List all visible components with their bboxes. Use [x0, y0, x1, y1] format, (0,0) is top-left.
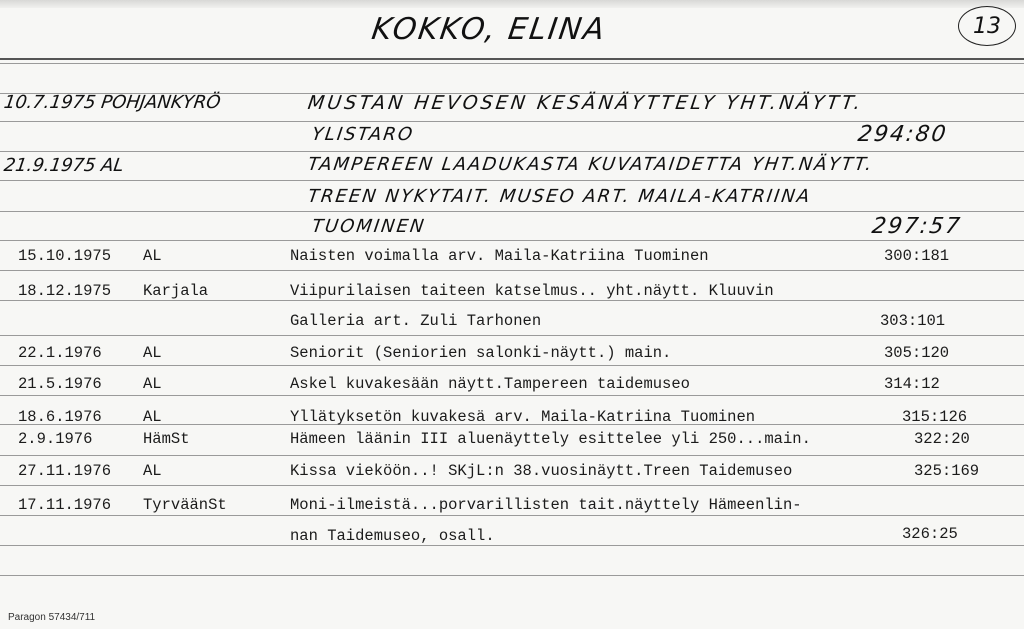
entry-ref: 300:181 — [884, 247, 950, 265]
entry-text: TAMPEREEN LAADUKASTA KUVATAIDETTA YHT.NÄYTT. — [306, 154, 875, 175]
ruled-line — [0, 455, 1024, 456]
entry-text: YLISTARO — [310, 124, 416, 145]
ruled-line — [0, 211, 1024, 212]
entry-place: HämSt — [143, 430, 190, 448]
ruled-line — [0, 395, 1024, 396]
card-top-edge — [0, 0, 1024, 8]
ruled-line — [0, 151, 1024, 152]
entry-place: TyrväänSt — [143, 496, 227, 514]
entry-place: AL — [143, 408, 162, 426]
ruled-line — [0, 515, 1024, 516]
entry-date: 15.10.1975 — [18, 247, 112, 265]
entry-date: 22.1.1976 — [18, 344, 102, 362]
entry-text: Galleria art. Zuli Tarhonen — [290, 312, 542, 330]
entry-date-place: 10.7.1975 POHJANKYRÖ — [2, 92, 222, 113]
ruled-line — [0, 485, 1024, 486]
entry-text: Viipurilaisen taiteen katselmus.. yht.näytt. Kluuvin — [290, 282, 774, 300]
header-rule — [0, 58, 1024, 60]
entry-ref: 303:101 — [880, 312, 946, 330]
entry-text: nan Taidemuseo, osall. — [290, 527, 495, 545]
entry-ref: 294:80 — [856, 122, 950, 147]
entry-text: MUSTAN HEVOSEN KESÄNÄYTTELY YHT.NÄYTT. — [306, 92, 865, 114]
entry-place: AL — [143, 247, 162, 265]
entry-place: Karjala — [143, 282, 209, 300]
entry-ref: 305:120 — [884, 344, 950, 362]
entry-ref: 314:12 — [884, 375, 940, 393]
ruled-line — [0, 365, 1024, 366]
entry-ref: 325:169 — [914, 462, 980, 480]
entry-text: TREEN NYKYTAIT. MUSEO ART. MAILA-KATRIINA — [306, 186, 813, 207]
entry-text: Seniorit (Seniorien salonki-näytt.) main. — [290, 344, 672, 362]
entry-ref: 297:57 — [870, 214, 964, 239]
ruled-line — [0, 300, 1024, 301]
entry-date-place: 21.9.1975 AL — [2, 155, 126, 176]
card-number-circle: 13 — [958, 6, 1016, 46]
entry-text: Naisten voimalla arv. Maila-Katriina Tuominen — [290, 247, 709, 265]
ruled-line — [0, 545, 1024, 546]
ruled-line — [0, 335, 1024, 336]
ruled-line — [0, 63, 1024, 64]
entry-place: AL — [143, 375, 162, 393]
ruled-line — [0, 270, 1024, 271]
ruled-line — [0, 240, 1024, 241]
entry-text: Hämeen läänin III aluenäyttely esittelee yli 250...main. — [290, 430, 811, 448]
entry-ref: 326:25 — [902, 525, 958, 543]
entry-place: AL — [143, 344, 162, 362]
entry-ref: 322:20 — [914, 430, 970, 448]
ruled-line — [0, 575, 1024, 576]
entry-date: 27.11.1976 — [18, 462, 112, 480]
printer-mark: Paragon 57434/711 — [8, 612, 96, 623]
entry-place: AL — [143, 462, 162, 480]
entry-date: 17.11.1976 — [18, 496, 112, 514]
ruled-line — [0, 180, 1024, 181]
entry-text: TUOMINEN — [310, 216, 427, 237]
entry-date: 21.5.1976 — [18, 375, 102, 393]
entry-date: 18.12.1975 — [18, 282, 112, 300]
entry-text: Yllätyksetön kuvakesä arv. Maila-Katriina Tuominen — [290, 408, 756, 426]
entry-ref: 315:126 — [902, 408, 968, 426]
entry-date: 18.6.1976 — [18, 408, 102, 426]
card-name: KOKKO, ELINA — [369, 12, 609, 47]
entry-text: Askel kuvakesään näytt.Tampereen taidemuseo — [290, 375, 690, 393]
entry-text: Kissa vieköön..! SKjL:n 38.vuosinäytt.Treen Taidemuseo — [290, 462, 793, 480]
entry-text: Moni-ilmeistä...porvarillisten tait.näyttely Hämeenlin- — [290, 496, 802, 514]
entry-date: 2.9.1976 — [18, 430, 93, 448]
